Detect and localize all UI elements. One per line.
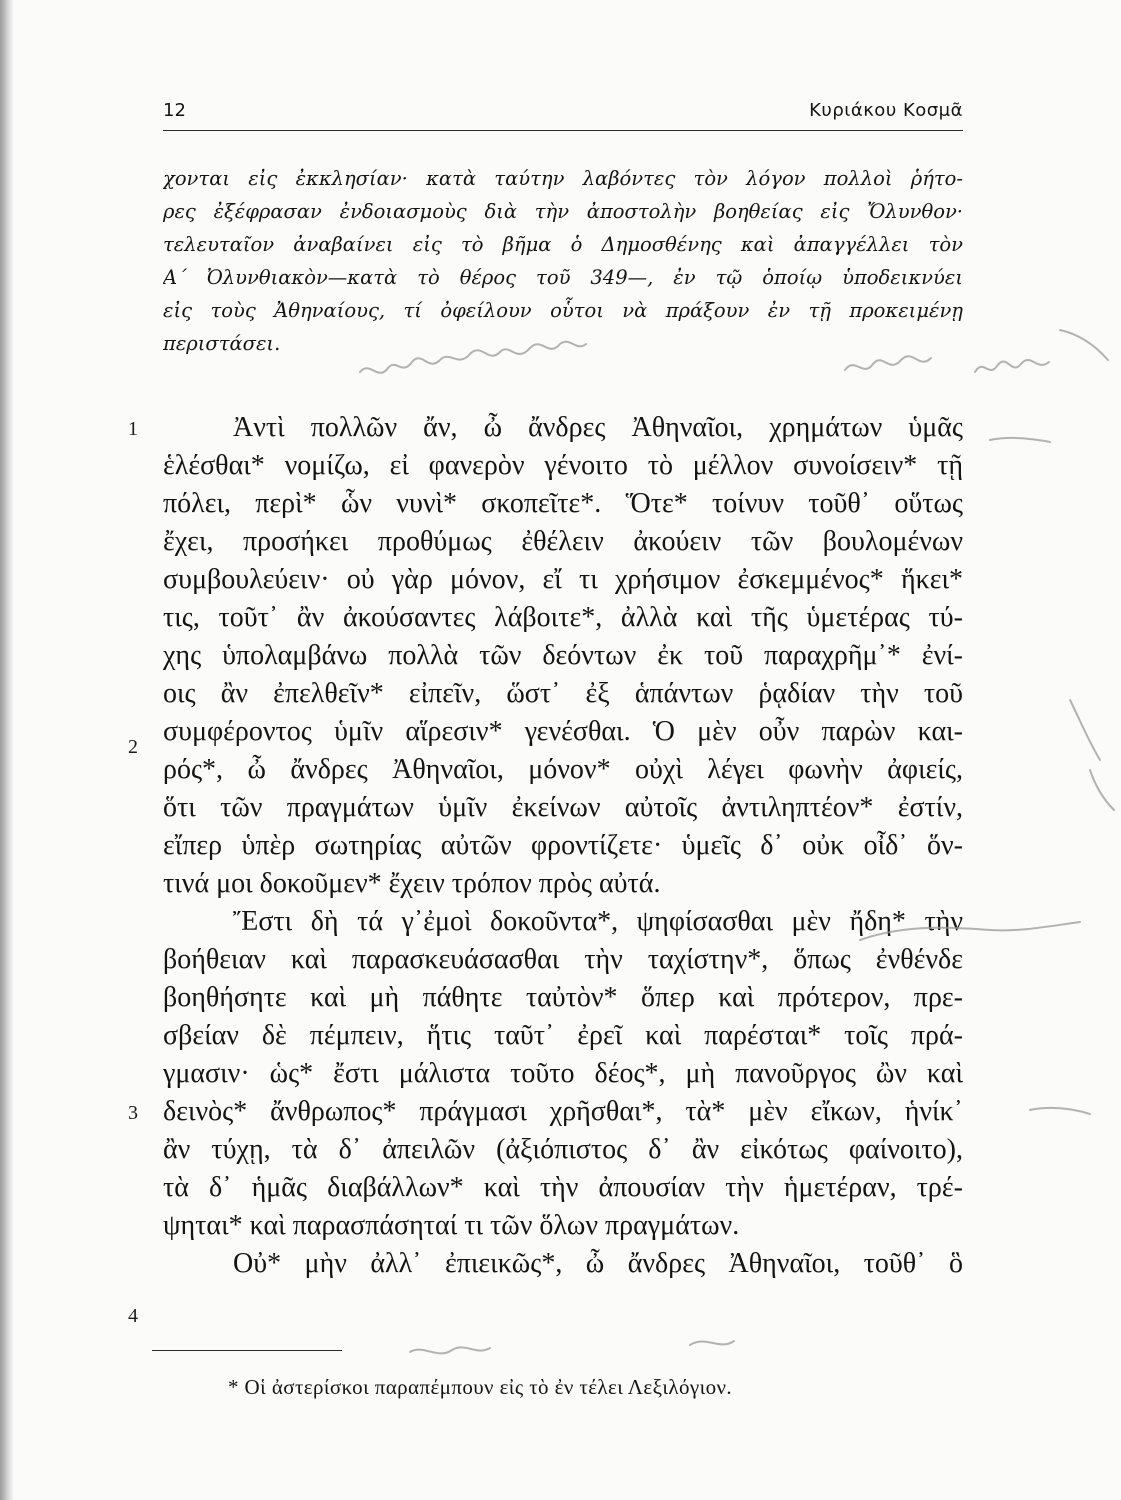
text-line: τὰ δ᾽ ἡμᾶς διαβάλλων* καὶ τὴν ἀπουσίαν τὴν ἡμετέραν, τρέ- bbox=[163, 1172, 963, 1203]
text-line: τις, τοῦτ᾽ ἂν ἀκούσαντες λάβοιτε*, ἀλλὰ καὶ τῆς ὑμετέρας τύ- bbox=[163, 602, 963, 633]
text-line: δεινὸς* ἄνθρωπος* πράγμασι χρῆσθαι*, τὰ* μὲν εἴκων, ἡνίκ᾽ bbox=[163, 1096, 963, 1127]
text-line: οις ἂν ἐπελθεῖν* εἰπεῖν, ὥστ᾽ ἐξ ἁπάντων ῥᾳδίαν τὴν τοῦ bbox=[163, 678, 963, 709]
pencil-scribble bbox=[410, 1347, 490, 1353]
page-header bbox=[163, 100, 963, 130]
text-line: ἂν τύχῃ, τὰ δ᾽ ἀπειλῶν (ἀξιόπιστος δ᾽ ἂν εἰκότως φαίνοιτο), bbox=[163, 1134, 963, 1165]
greek-text bbox=[163, 409, 963, 1283]
intro-line: Α΄ Ὀλυνθιακὸν—κατὰ τὸ θέρος τοῦ 349—, ἐν τῷ ὁποίῳ ὑποδεικνύει bbox=[163, 266, 963, 289]
text-line: εἴπερ ὑπὲρ σωτηρίας αὐτῶν φροντίζετε· ὑμεῖς δ᾽ οὐκ οἶδ᾽ ὅν- bbox=[163, 830, 963, 861]
footnote-rule bbox=[152, 1350, 342, 1351]
intro-line: τελευταῖον ἀναβαίνει εἰς τὸ βῆμα ὁ Δημοσθένης καὶ ἀπαγγέλλει τὸν bbox=[163, 233, 963, 256]
pencil-mark bbox=[1060, 330, 1108, 360]
text-line: ἔχει, προσήκει προθύμως ἐθέλειν ἀκούειν τῶν βουλομένων bbox=[163, 526, 963, 557]
text-line: συμφέροντος ὑμῖν αἵρεσιν* γενέσθαι. Ὁ μὲν οὖν παρὼν και- bbox=[163, 716, 963, 747]
pencil-mark bbox=[1090, 770, 1114, 810]
section-number: 2 bbox=[128, 736, 138, 758]
intro-line: ρες ἐξέφρασαν ἐνδοιασμοὺς διὰ τὴν ἀποστολὴν βοηθείας εἰς Ὄλυνθον· bbox=[163, 200, 963, 223]
text-line: συμβουλεύειν· οὐ γὰρ μόνον, εἴ τι χρήσιμον ἐσκεμμένος* ἥκει* bbox=[163, 564, 963, 595]
text-line: βοηθήσητε καὶ μὴ πάθητε ταὐτὸν* ὅπερ καὶ πρότερον, πρε- bbox=[163, 982, 963, 1013]
page-number: 12 bbox=[163, 100, 186, 121]
pencil-scribble bbox=[690, 1341, 734, 1345]
text-line: πόλει, περὶ* ὧν νυνὶ* σκοπεῖτε*. Ὅτε* τοίνυν τοῦθ᾽ οὕτως bbox=[163, 488, 963, 519]
text-line: Οὐ* μὴν ἀλλ᾽ ἐπιεικῶς*, ὦ ἄνδρες Ἀθηναῖοι, τοῦθ᾽ ὃ bbox=[233, 1248, 963, 1279]
text-line: ρός*, ὦ ἄνδρες Ἀθηναῖοι, μόνον* οὐχὶ λέγει φωνὴν ἀφιείς, bbox=[163, 754, 963, 785]
section-number: 4 bbox=[128, 1305, 138, 1327]
pencil-scribble bbox=[975, 360, 1049, 372]
intro-line: περιστάσει. bbox=[163, 332, 281, 355]
text-line: ψηται* καὶ παρασπάσηταί τι τῶν ὅλων πραγμάτων. bbox=[163, 1210, 740, 1241]
pencil-mark bbox=[1070, 700, 1100, 760]
text-line: γμασιν· ὡς* ἔστι μάλιστα τοῦτο δέος*, μὴ πανοῦργος ὢν καὶ bbox=[163, 1058, 963, 1089]
text-line: ὅτι τῶν πραγμάτων ὑμῖν ἐκείνων αὐτοῖς ἀντιληπτέον* ἐστίν, bbox=[163, 792, 963, 823]
header-rule bbox=[163, 130, 963, 131]
section-number: 3 bbox=[128, 1102, 138, 1124]
text-line: χης ὑπολαμβάνω πολλὰ τῶν δεόντων ἐκ τοῦ παραχρῆμ᾽* ἐνί- bbox=[163, 640, 963, 671]
intro-paragraph bbox=[163, 162, 963, 360]
running-head: Κυριάκου Κοσμᾶ bbox=[809, 100, 963, 121]
intro-line: εἰς τοὺς Ἀθηναίους, τί ὀφείλουν οὗτοι νὰ πράξουν ἐν τῇ προκειμένῃ bbox=[163, 299, 963, 322]
text-line: σβείαν δὲ πέμπειν, ἥτις ταῦτ᾽ ἐρεῖ καὶ παρέσται* τοῖς πρά- bbox=[163, 1020, 963, 1051]
intro-line: χονται εἰς ἐκκλησίαν· κατὰ ταύτην λαβόντες τὸν λόγον πολλοὶ ῥήτο- bbox=[163, 167, 963, 190]
text-line: βοήθειαν καὶ παρασκευάσασθαι τὴν ταχίστην*, ὅπως ἐνθένδε bbox=[163, 944, 963, 975]
pencil-mark bbox=[990, 438, 1050, 442]
text-line: ἑλέσθαι* νομίζω, εἰ φανερὸν γένοιτο τὸ μέλλον συνοίσειν* τῇ bbox=[163, 450, 963, 481]
footnote: * Οἱ ἀστερίσκοι παραπέμπουν εἰς τὸ ἐν τέλει Λεξιλόγιον. bbox=[228, 1375, 733, 1399]
text-line: Ἀντὶ πολλῶν ἄν, ὦ ἄνδρες Ἀθηναῖοι, χρημάτων ὑμᾶς bbox=[233, 412, 963, 443]
text-line: Ἔστι δὴ τά γ᾽ἐμοὶ δοκοῦντα*, ψηφίσασθαι μὲν ἤδη* τὴν bbox=[233, 906, 963, 937]
text-line: τινά μοι δοκοῦμεν* ἔχειν τρόπον πρὸς αὐτά. bbox=[163, 868, 661, 899]
binding-shadow bbox=[0, 0, 14, 1500]
section-number: 1 bbox=[128, 418, 138, 440]
pencil-mark bbox=[1030, 1108, 1090, 1114]
